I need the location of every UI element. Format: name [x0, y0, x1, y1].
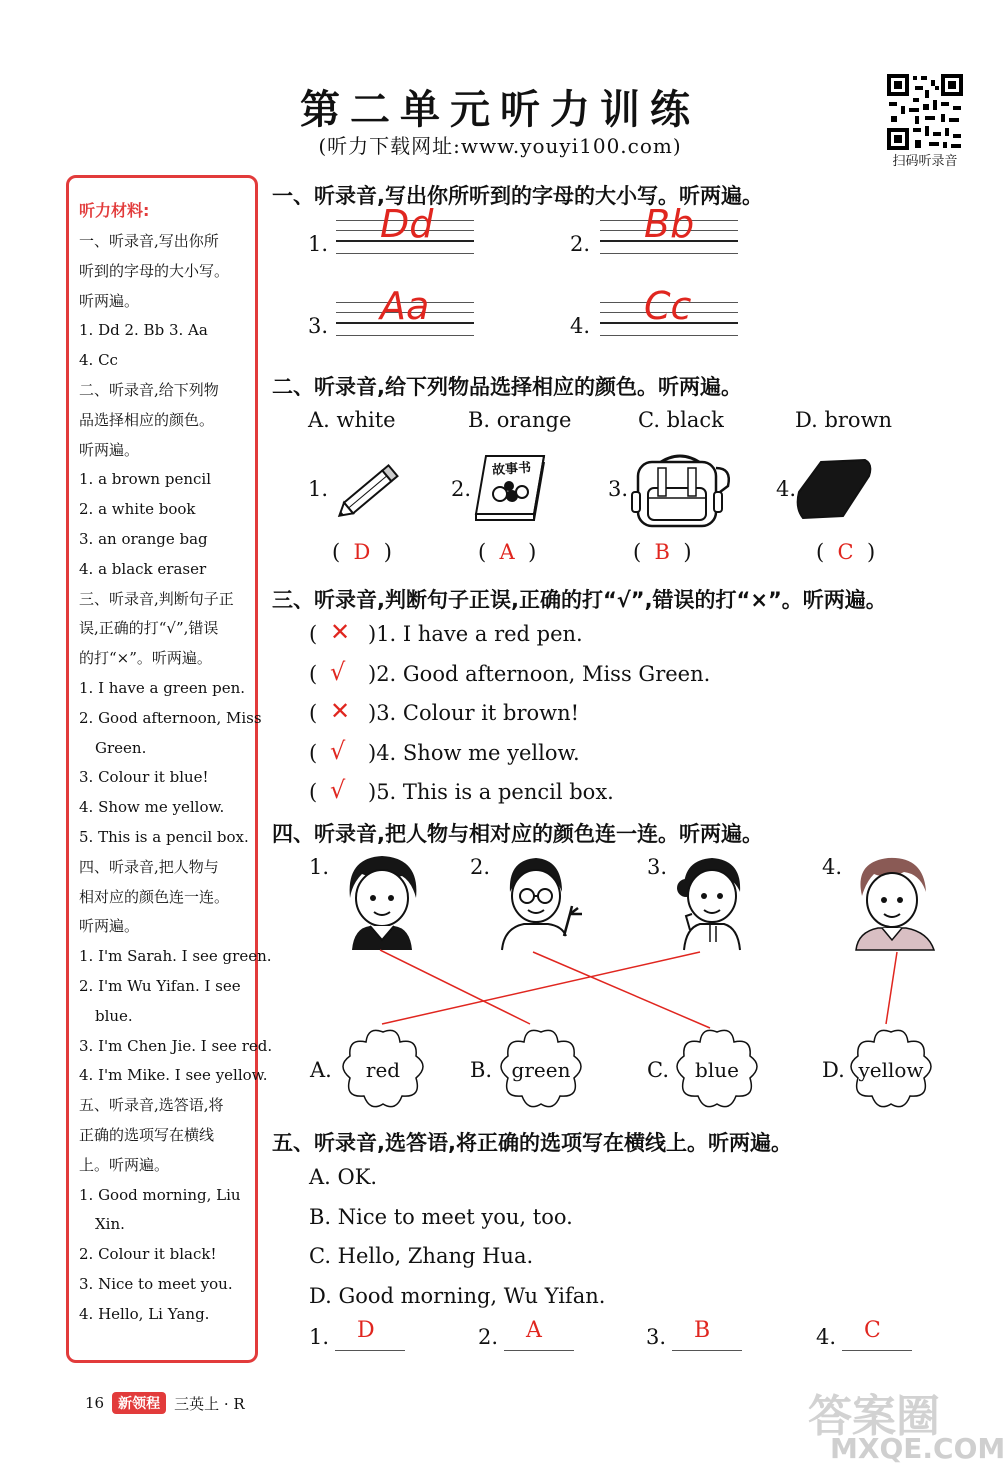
- writing-line: [336, 335, 474, 336]
- listening-script-line: 1. I have a green pen.: [79, 678, 246, 697]
- writing-line: [336, 253, 474, 254]
- item-1-4-number: 4.: [570, 314, 591, 338]
- judge-mark-3[interactable]: ✕: [330, 697, 351, 725]
- item-1-1-number: 1.: [308, 232, 329, 256]
- listening-script-panel: [66, 175, 273, 1363]
- judge-open-paren: (: [309, 740, 318, 765]
- listening-script-line: 3. Nice to meet you.: [79, 1274, 233, 1293]
- listening-script-line: 相对应的颜色连一连。: [79, 887, 230, 906]
- reply-blank-2-number: 2.: [478, 1325, 499, 1349]
- listening-script-line: 1. I'm Sarah. I see green.: [79, 947, 272, 966]
- listening-script-line: 听两遍。: [79, 917, 140, 936]
- listening-script-line: 的打“×”。听两遍。: [79, 649, 212, 668]
- judge-sentence-2: )2. Good afternoon, Miss Green.: [368, 661, 711, 686]
- answer-letter: C: [837, 540, 854, 564]
- listening-script-line: 上。听两遍。: [79, 1155, 170, 1174]
- listening-script-line: Green.: [95, 738, 147, 757]
- open-paren: (: [816, 540, 838, 564]
- listening-script-line: 2. I'm Wu Yifan. I see: [79, 976, 241, 995]
- listening-script-line: 4. Show me yellow.: [79, 798, 225, 817]
- girl-sarah-icon: [340, 852, 424, 952]
- item-1-3-number: 3.: [308, 314, 329, 338]
- listening-script-line: 3. I'm Chen Jie. I see red.: [79, 1036, 273, 1055]
- answer-5-4[interactable]: C: [864, 1318, 881, 1343]
- section-5-heading: 五、听录音,选答语,将正确的选项写在横线上。听两遍。: [272, 1131, 792, 1155]
- color-option-b: B. orange: [468, 408, 572, 432]
- listening-script-line: 3. an orange bag: [79, 529, 208, 548]
- item-2-4-number: 4.: [776, 477, 797, 501]
- answer-5-3[interactable]: B: [694, 1318, 711, 1343]
- qr-code-icon[interactable]: [885, 72, 965, 152]
- section-4-heading: 四、听录音,把人物与相对应的颜色连一连。听两遍。: [272, 822, 763, 846]
- section-3-heading: 三、听录音,判断句子正误,正确的打“√”,错误的打“×”。听两遍。: [272, 588, 887, 612]
- open-paren: (: [478, 540, 500, 564]
- item-2-2-number: 2.: [451, 477, 472, 501]
- judge-open-paren: (: [309, 780, 318, 804]
- boy-wu-yifan-icon: [496, 852, 586, 952]
- reply-option-b: B. Nice to meet you, too.: [309, 1205, 573, 1229]
- section-1-heading: 一、听录音,写出你所听到的字母的大小写。听两遍。: [272, 184, 763, 208]
- judge-sentence-3: )3. Colour it brown!: [368, 701, 580, 725]
- color-letter-2: B.: [470, 1058, 493, 1082]
- answer-2-1[interactable]: [332, 540, 392, 564]
- answer-2-4[interactable]: [816, 540, 875, 564]
- color-letter-1: A.: [310, 1058, 332, 1082]
- judge-mark-5[interactable]: √: [330, 776, 346, 804]
- color-word-3[interactable]: blue: [695, 1058, 739, 1082]
- answer-letter: D: [353, 540, 371, 564]
- listening-script-line: 3. Colour it blue!: [79, 768, 209, 787]
- answer-letter: A: [499, 540, 515, 564]
- answer-1-3[interactable]: Aa: [380, 284, 430, 328]
- color-option-a: A. white: [308, 408, 396, 432]
- person-2-number: 2.: [470, 855, 491, 879]
- listening-script-line: blue.: [95, 1006, 133, 1025]
- listening-script-line: 1. Dd 2. Bb 3. Aa: [79, 321, 208, 340]
- color-option-c: C. black: [638, 408, 724, 432]
- qr-label: 扫码听录音: [892, 154, 958, 169]
- reply-blank-1-number: 1.: [309, 1325, 330, 1349]
- listening-script-line: 五、听录音,选答语,将: [79, 1096, 224, 1115]
- listening-script-line: 1. a brown pencil: [79, 470, 211, 489]
- person-1-number: 1.: [309, 855, 330, 879]
- color-word-2[interactable]: green: [511, 1058, 571, 1082]
- listening-script-line: 听两遍。: [79, 291, 140, 310]
- answer-1-4[interactable]: Cc: [644, 284, 692, 328]
- reply-option-c: C. Hello, Zhang Hua.: [309, 1244, 534, 1268]
- listening-script-line: 听两遍。: [79, 440, 140, 459]
- listening-script-line: Xin.: [95, 1215, 125, 1234]
- listening-script-heading: 听力材料:: [79, 201, 150, 220]
- answer-2-3[interactable]: [633, 540, 692, 564]
- watermark-url: MXQE.COM: [830, 1432, 1005, 1465]
- color-word-4[interactable]: yellow: [858, 1058, 924, 1082]
- section-2-heading: 二、听录音,给下列物品选择相应的颜色。听两遍。: [272, 375, 742, 399]
- judge-sentence-5: )5. This is a pencil box.: [368, 780, 614, 804]
- answer-blank-line: [335, 1350, 405, 1351]
- answer-blank-line: [842, 1350, 912, 1351]
- judge-sentence-1: )1. I have a red pen.: [368, 622, 583, 646]
- person-4-number: 4.: [822, 855, 843, 879]
- judge-open-paren: (: [309, 622, 318, 646]
- open-paren: (: [633, 540, 655, 564]
- page-footer: [85, 1392, 245, 1414]
- reply-blank-3-number: 3.: [646, 1325, 667, 1349]
- listening-script-line: 一、听录音,写出你所: [79, 232, 219, 250]
- listening-script-line: 三、听录音,判断句子正: [79, 589, 234, 608]
- answer-5-1[interactable]: D: [357, 1318, 375, 1343]
- judge-open-paren: (: [309, 661, 318, 686]
- listening-script-line: 四、听录音,把人物与: [79, 857, 219, 876]
- answer-letter: B: [654, 540, 670, 564]
- listening-script-line: 1. Good morning, Liu: [79, 1185, 241, 1204]
- close-paren: ): [669, 540, 692, 564]
- course-label: 三英上 · R: [174, 1394, 245, 1413]
- item-2-3-number: 3.: [608, 477, 629, 501]
- item-1-2-number: 2.: [570, 232, 591, 256]
- listening-script-line: 4. Hello, Li Yang.: [79, 1304, 210, 1323]
- reply-blank-4-number: 4.: [816, 1325, 837, 1349]
- listening-script-line: 2. Good afternoon, Miss: [79, 708, 262, 727]
- reply-option-a: A. OK.: [309, 1165, 378, 1189]
- judge-mark-1[interactable]: ✕: [330, 618, 351, 646]
- eraser-icon: [795, 458, 875, 520]
- listening-script-line: 误,正确的打“√”,错误: [79, 619, 219, 638]
- pencil-icon: [330, 455, 410, 525]
- page-number: 16: [85, 1394, 105, 1412]
- person-3-number: 3.: [647, 855, 668, 879]
- listening-script-line: 听到的字母的大小写。: [79, 261, 230, 280]
- schoolbag-icon: [628, 448, 732, 530]
- listening-script-line: 4. Cc: [79, 351, 118, 370]
- brand-badge: 新领程: [112, 1392, 166, 1414]
- listening-script-line: 品选择相应的颜色。: [79, 410, 215, 429]
- item-2-1-number: 1.: [308, 477, 329, 501]
- answer-blank-line: [672, 1350, 742, 1351]
- download-url: (听力下载网址:www.youyi100.com): [318, 134, 682, 158]
- listening-script-line: 二、听录音,给下列物: [79, 380, 219, 399]
- answer-1-2[interactable]: Bb: [644, 202, 695, 246]
- judge-mark-4[interactable]: √: [330, 736, 346, 765]
- color-word-1[interactable]: red: [365, 1058, 401, 1082]
- listening-script-line: 正确的选项写在横线: [79, 1125, 215, 1144]
- color-letter-3: C.: [647, 1058, 669, 1082]
- listening-script-line: 4. I'm Mike. I see yellow.: [79, 1066, 268, 1085]
- judge-sentence-4: )4. Show me yellow.: [368, 740, 580, 765]
- color-letter-4: D.: [822, 1058, 845, 1082]
- answer-2-2[interactable]: [478, 540, 536, 564]
- close-paren: ): [853, 540, 876, 564]
- answer-1-1[interactable]: Dd: [380, 202, 434, 246]
- listening-script-lines: [79, 227, 273, 1329]
- listening-script-line: 2. a white book: [79, 500, 196, 519]
- reply-option-d: D. Good morning, Wu Yifan.: [309, 1284, 606, 1308]
- close-paren: ): [370, 540, 392, 564]
- boy-mike-icon: [848, 852, 940, 952]
- answer-5-2[interactable]: A: [526, 1318, 542, 1343]
- girl-chen-jie-icon: [670, 852, 754, 952]
- listening-script-line: 4. a black eraser: [79, 559, 207, 578]
- open-paren: (: [332, 540, 354, 564]
- listening-script-line: 5. This is a pencil box.: [79, 827, 249, 846]
- writing-line: [600, 335, 738, 336]
- judge-mark-2[interactable]: √: [330, 657, 346, 686]
- listening-script-line: 2. Colour it black!: [79, 1245, 217, 1264]
- watermark-logo: 答案圈: [808, 1391, 940, 1442]
- judge-open-paren: (: [309, 701, 318, 725]
- close-paren: ): [514, 540, 537, 564]
- color-option-d: D. brown: [795, 408, 893, 432]
- page-title: 第二单元听力训练: [300, 87, 700, 133]
- answer-blank-line: [504, 1350, 574, 1351]
- book-cover-label: 故事书: [491, 460, 532, 479]
- writing-line: [600, 253, 738, 254]
